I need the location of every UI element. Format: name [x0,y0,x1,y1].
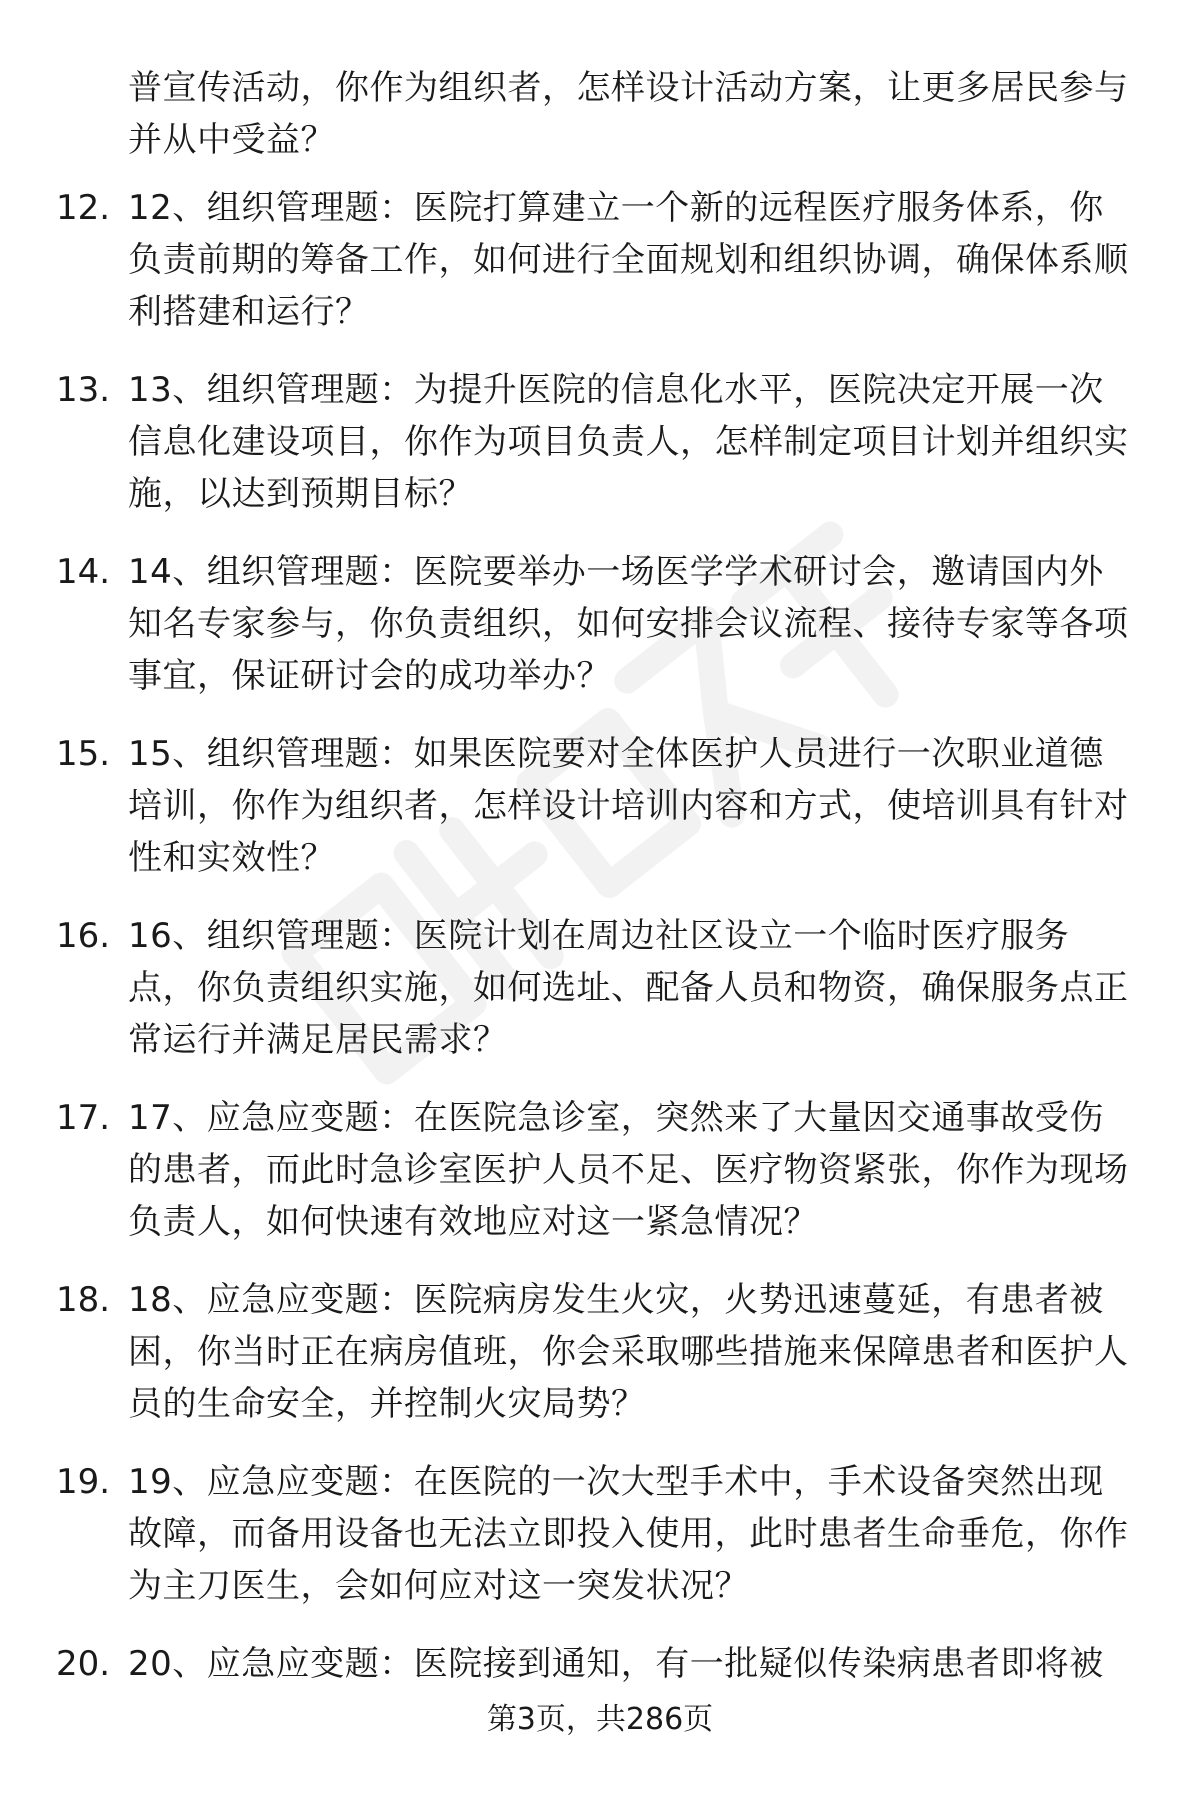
question-number: 19. [56,1462,111,1502]
question-item [0,182,1200,364]
question-item [0,546,1200,728]
question-list [0,182,1200,1820]
question-text: 19、应急应变题：在医院的一次大型手术中，手术设备突然出现故障，而备用设备也无法立即投入使用，此时患者生命垂危，你作为主刀医生，会如何应对这一突发状况？ [128,1462,1129,1606]
question-text: 12、组织管理题：医院打算建立一个新的远程医疗服务体系，你负责前期的筹备工作，如何进行全面规划和组织协调，确保体系顺利搭建和运行？ [128,188,1129,332]
question-number: 16. [56,916,111,956]
question-number: 14. [56,552,111,592]
question-number: 18. [56,1280,111,1320]
question-item [0,364,1200,546]
question-text: 17、应急应变题：在医院急诊室，突然来了大量因交通事故受伤的患者，而此时急诊室医护人员不足、医疗物资紧张，你作为现场负责人，如何快速有效地应对这一紧急情况？ [128,1098,1129,1242]
question-item [0,1456,1200,1638]
question-number: 13. [56,370,111,410]
continued-question-text: 普宣传活动，你作为组织者，怎样设计活动方案，让更多居民参与并从中受益？ [128,68,1129,160]
question-number: 20. [56,1644,111,1684]
question-number: 17. [56,1098,111,1138]
question-text: 14、组织管理题：医院要举办一场医学学术研讨会，邀请国内外知名专家参与，你负责组织，如何安排会议流程、接待专家等各项事宜，保证研讨会的成功举办？ [128,552,1129,696]
question-item [0,1274,1200,1456]
question-item [0,1092,1200,1274]
question-text: 18、应急应变题：医院病房发生火灾，火势迅速蔓延，有患者被困，你当时正在病房值班，你会采取哪些措施来保障患者和医护人员的生命安全，并控制火灾局势？ [128,1280,1129,1424]
question-text: 13、组织管理题：为提升医院的信息化水平，医院决定开展一次信息化建设项目，你作为项目负责人，怎样制定项目计划并组织实施，以达到预期目标？ [128,370,1129,514]
question-text: 16、组织管理题：医院计划在周边社区设立一个临时医疗服务点，你负责组织实施，如何选址、配备人员和物资，确保服务点正常运行并满足居民需求？ [128,916,1129,1060]
page-footer: 第3页，共286页 [486,1702,714,1737]
question-number: 15. [56,734,111,774]
question-number: 12. [56,188,111,228]
question-text: 15、组织管理题：如果医院要对全体医护人员进行一次职业道德培训，你作为组织者，怎样设计培训内容和方式，使培训具有针对性和实效性？ [128,734,1129,878]
question-item [0,910,1200,1092]
question-item [0,728,1200,910]
question-text: 20、应急应变题：医院接到通知，有一批疑似传染病患者即将被 [128,1644,1104,1684]
